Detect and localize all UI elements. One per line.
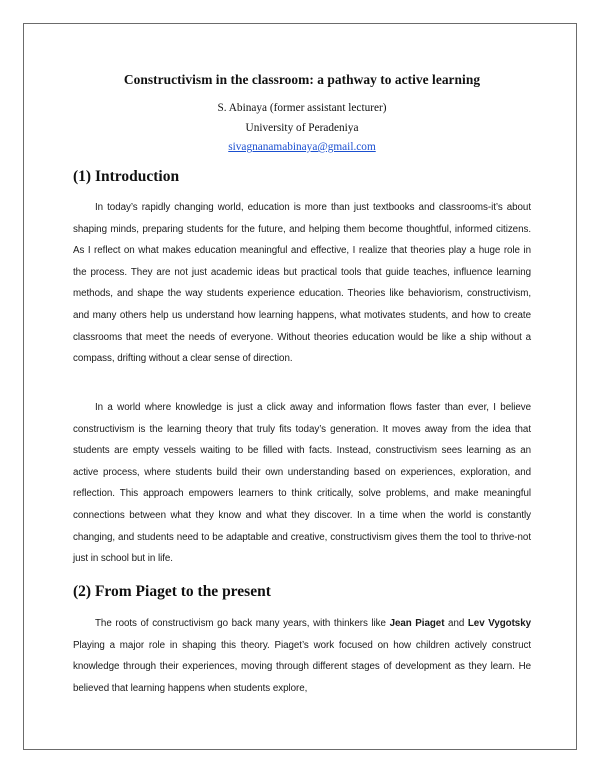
intro-paragraph-1	[73, 197, 531, 370]
paragraph-span: and	[444, 618, 468, 629]
section-introduction	[73, 168, 531, 186]
paper-title: Constructivism in the classroom: a pathway to active learning	[123, 72, 481, 87]
author-line: S. Abinaya (former assistant lecturer)	[217, 102, 387, 114]
intro-paragraph-2	[73, 397, 531, 570]
paragraph-span: The roots of constructivism go back many years, with thinkers like	[95, 618, 390, 629]
paragraph-text: In today’s rapidly changing world, education is more than just textbooks and classrooms-it’s about shaping minds, preparing students for the future, and helping them become thoughtful, informed citizens. As I reflect on what makes education meaningful and effective, I realize that theories play a huge role in the process. They are not just academic ideas but practical tools that guide teaches, influence learning methods, and shape the way students experience education. Theories like behaviorism, constructivism, and many others help us understand how learning happens, what motivates students, and how to create classrooms that meet the needs of everyone. Without theories education would be like a ship without a compass, drifting without a clear sense of direction.	[73, 202, 531, 365]
document-body	[73, 72, 532, 694]
bold-name-vygotsky: Lev Vygotsky	[467, 618, 532, 629]
affiliation-line: University of Peradeniya	[245, 121, 359, 134]
bold-name-piaget: Jean Piaget	[389, 618, 445, 629]
paragraph-text	[73, 613, 531, 699]
section-heading-introduction: (1) Introduction	[73, 168, 180, 185]
piaget-paragraph-1	[73, 613, 531, 699]
email-link[interactable]: sivagnanamabinaya@gmail.com	[228, 141, 376, 153]
section-piaget	[73, 583, 531, 601]
email-line	[73, 138, 531, 158]
paragraph-text: In a world where knowledge is just a click away and information flows faster than ever, I believe constructivism is the learning theory that truly fits today’s generation. It moves away from the idea that students are empty vessels waiting to be filled with facts. Instead, constructivism sees learning as an active process, where students build their own understanding based on experiences, exploration, and reflection. This approach empowers learners to think critically, solve problems, and make meaningful connections between what they know and what they discover. In a time when the world is constantly changing, and students need to be adaptable and creative, constructivism gives them the tool to thrive-not just in school but in life.	[73, 402, 531, 565]
section-heading-piaget: (2) From Piaget to the present	[73, 583, 271, 600]
paragraph-span: Playing a major role in shaping this theory. Piaget’s work focused on how children actively construct knowledge through their experiences, moving through different stages of development as they learn. He believed that learning happens when students explore,	[73, 639, 531, 694]
